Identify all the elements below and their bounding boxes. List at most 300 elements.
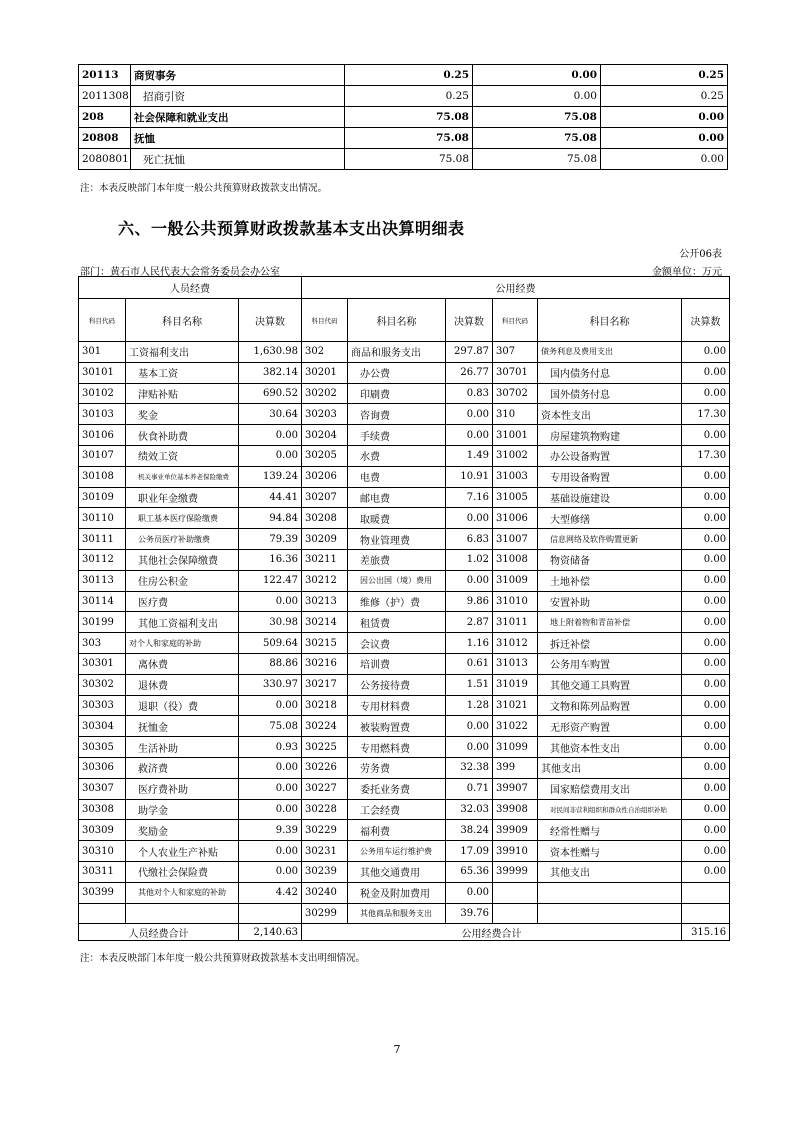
code-header: 科目代码 xyxy=(79,299,126,342)
personnel-name: 机关事业单位基本养老保险缴费 xyxy=(126,466,239,487)
personnel-code: 30311 xyxy=(79,861,126,882)
personnel-amount: 4.42 xyxy=(239,882,302,903)
public-name: 被装购置费 xyxy=(348,716,446,737)
public-code: 30231 xyxy=(302,841,348,862)
public-code: 30212 xyxy=(302,570,348,591)
public-name: 拆迁补偿 xyxy=(538,633,682,654)
personnel-name: 对个人和家庭的补助 xyxy=(126,633,239,654)
personnel-code: 30306 xyxy=(79,757,126,778)
personnel-name: 个人农业生产补贴 xyxy=(126,841,239,862)
public-code: 31012 xyxy=(493,633,538,654)
personnel-amount: 0.00 xyxy=(239,695,302,716)
amount-value: 75.08 xyxy=(345,149,473,170)
public-name: 咨询费 xyxy=(348,404,446,425)
public-amount: 32.38 xyxy=(446,757,493,778)
personnel-code: 30399 xyxy=(79,882,126,903)
public-name: 印刷费 xyxy=(348,383,446,404)
personnel-name: 生活补助 xyxy=(126,737,239,758)
personnel-amount: 139.24 xyxy=(239,466,302,487)
public-name: 维修（护）费 xyxy=(348,591,446,612)
table-row xyxy=(79,128,728,149)
amount-value: 0.25 xyxy=(345,86,473,107)
public-name: 物资储备 xyxy=(538,549,682,570)
table-row xyxy=(79,778,730,799)
subject-code: 2011308 xyxy=(79,86,131,107)
personnel-amount: 75.08 xyxy=(239,716,302,737)
public-name: 资本性赠与 xyxy=(538,841,682,862)
public-amount: 1.02 xyxy=(446,549,493,570)
public-code: 30209 xyxy=(302,529,348,550)
public-amount: 0.00 xyxy=(682,466,730,487)
table-row xyxy=(79,653,730,674)
public-amount: 0.00 xyxy=(446,570,493,591)
public-name: 委托业务费 xyxy=(348,778,446,799)
personnel-code: 30310 xyxy=(79,841,126,862)
public-code: 30229 xyxy=(302,820,348,841)
public-amount: 0.00 xyxy=(682,820,730,841)
code-header: 科目代码 xyxy=(302,299,348,342)
public-amount: 0.83 xyxy=(446,383,493,404)
public-code: 31006 xyxy=(493,508,538,529)
personnel-name: 职工基本医疗保险缴费 xyxy=(126,508,239,529)
public-amount: 26.77 xyxy=(446,362,493,383)
public-code: 30224 xyxy=(302,716,348,737)
table-row xyxy=(79,107,728,128)
public-code: 399 xyxy=(493,757,538,778)
public-expense-header: 公用经费 xyxy=(302,277,730,299)
personnel-amount: 0.00 xyxy=(239,861,302,882)
table-row xyxy=(79,799,730,820)
table-row xyxy=(79,591,730,612)
public-name: 取暖费 xyxy=(348,508,446,529)
subject-code: 20808 xyxy=(79,128,131,149)
public-amount: 0.61 xyxy=(446,653,493,674)
personnel-amount: 0.93 xyxy=(239,737,302,758)
public-total-value: 315.16 xyxy=(682,924,730,941)
personnel-amount: 690.52 xyxy=(239,383,302,404)
public-code: 30213 xyxy=(302,591,348,612)
public-amount: 10.91 xyxy=(446,466,493,487)
table-row xyxy=(79,425,730,446)
table-row xyxy=(79,841,730,862)
public-code: 31019 xyxy=(493,674,538,695)
public-code: 30203 xyxy=(302,404,348,425)
personnel-code: 30302 xyxy=(79,674,126,695)
public-amount: 6.83 xyxy=(446,529,493,550)
public-name: 公务用车购置 xyxy=(538,653,682,674)
public-name: 税金及附加费用 xyxy=(348,882,446,903)
public-amount: 0.00 xyxy=(682,633,730,654)
public-amount: 0.00 xyxy=(682,716,730,737)
public-name: 专用燃料费 xyxy=(348,737,446,758)
public-amount: 0.00 xyxy=(446,508,493,529)
public-code: 30208 xyxy=(302,508,348,529)
public-amount: 0.00 xyxy=(682,778,730,799)
personnel-name: 职业年金缴费 xyxy=(126,487,239,508)
amount-value: 0.25 xyxy=(601,86,728,107)
public-code: 307 xyxy=(493,342,538,363)
public-amount: 0.00 xyxy=(682,653,730,674)
personnel-amount: 382.14 xyxy=(239,362,302,383)
personnel-name: 公务员医疗补助缴费 xyxy=(126,529,239,550)
public-code: 39908 xyxy=(493,799,538,820)
public-code: 31002 xyxy=(493,445,538,466)
table-row xyxy=(79,903,730,924)
personnel-code: 30112 xyxy=(79,549,126,570)
personnel-amount: 44.41 xyxy=(239,487,302,508)
personnel-total-label: 人员经费合计 xyxy=(79,924,239,941)
public-name: 劳务费 xyxy=(348,757,446,778)
table-row xyxy=(79,86,728,107)
amount-header: 决算数 xyxy=(446,299,493,342)
public-code: 30227 xyxy=(302,778,348,799)
amount-value: 0.25 xyxy=(601,65,728,86)
public-amount: 0.00 xyxy=(682,799,730,820)
code-header: 科目代码 xyxy=(493,299,538,342)
personnel-code: 30111 xyxy=(79,529,126,550)
public-name: 房屋建筑物购建 xyxy=(538,425,682,446)
public-code: 30206 xyxy=(302,466,348,487)
public-amount: 1.16 xyxy=(446,633,493,654)
personnel-code: 30109 xyxy=(79,487,126,508)
personnel-name: 基本工资 xyxy=(126,362,239,383)
personnel-amount: 94.84 xyxy=(239,508,302,529)
personnel-code: 303 xyxy=(79,633,126,654)
personnel-code: 30102 xyxy=(79,383,126,404)
public-amount: 0.00 xyxy=(682,570,730,591)
public-name: 大型修缮 xyxy=(538,508,682,529)
personnel-code: 30108 xyxy=(79,466,126,487)
public-name: 国家赔偿费用支出 xyxy=(538,778,682,799)
public-name: 福利费 xyxy=(348,820,446,841)
public-name: 无形资产购置 xyxy=(538,716,682,737)
public-code xyxy=(493,903,538,924)
amount-header: 决算数 xyxy=(239,299,302,342)
personnel-code: 30101 xyxy=(79,362,126,383)
public-code: 30216 xyxy=(302,653,348,674)
amount-value: 0.00 xyxy=(473,65,601,86)
personnel-amount: 0.00 xyxy=(239,425,302,446)
public-amount: 0.00 xyxy=(682,529,730,550)
public-name: 资本性支出 xyxy=(538,404,682,425)
public-amount: 0.00 xyxy=(682,757,730,778)
public-code: 31021 xyxy=(493,695,538,716)
public-code: 30239 xyxy=(302,861,348,882)
public-code: 302 xyxy=(302,342,348,363)
section-title: 六、一般公共预算财政拨款基本支出决算明细表 xyxy=(118,219,465,238)
public-code: 31005 xyxy=(493,487,538,508)
personnel-name: 退职（役）费 xyxy=(126,695,239,716)
subject-code: 20113 xyxy=(79,65,131,86)
public-amount: 17.09 xyxy=(446,841,493,862)
public-code: 30225 xyxy=(302,737,348,758)
unit-label: 金额单位：万元 xyxy=(652,267,722,278)
form-code: 公开06表 xyxy=(679,249,722,260)
public-amount: 0.00 xyxy=(682,362,730,383)
public-name: 经常性赠与 xyxy=(538,820,682,841)
public-name: 文物和陈列品购置 xyxy=(538,695,682,716)
public-code: 31009 xyxy=(493,570,538,591)
personnel-code: 30301 xyxy=(79,653,126,674)
personnel-code: 301 xyxy=(79,342,126,363)
public-name: 地上附着物和青苗补偿 xyxy=(538,612,682,633)
amount-value: 0.25 xyxy=(345,65,473,86)
public-amount: 17.30 xyxy=(682,445,730,466)
public-name xyxy=(538,903,682,924)
public-amount: 0.00 xyxy=(682,841,730,862)
subject-name: 死亡抚恤 xyxy=(131,149,345,170)
public-amount: 0.00 xyxy=(446,716,493,737)
public-name: 公务接待费 xyxy=(348,674,446,695)
amount-header: 决算数 xyxy=(682,299,730,342)
public-code: 31007 xyxy=(493,529,538,550)
personnel-amount: 122.47 xyxy=(239,570,302,591)
public-name: 因公出国（境）费用 xyxy=(348,570,446,591)
public-amount: 0.00 xyxy=(682,674,730,695)
public-code: 39999 xyxy=(493,861,538,882)
personnel-expense-header: 人员经费 xyxy=(79,277,302,299)
table-row xyxy=(79,674,730,695)
public-code: 31008 xyxy=(493,549,538,570)
public-name: 国外债务付息 xyxy=(538,383,682,404)
public-name: 基础设施建设 xyxy=(538,487,682,508)
personnel-amount: 0.00 xyxy=(239,799,302,820)
amount-value: 0.00 xyxy=(601,149,728,170)
public-code: 30201 xyxy=(302,362,348,383)
public-name: 其他支出 xyxy=(538,861,682,882)
table-row xyxy=(79,65,728,86)
personnel-name: 住房公积金 xyxy=(126,570,239,591)
personnel-code: 30107 xyxy=(79,445,126,466)
public-amount: 0.00 xyxy=(446,737,493,758)
public-code: 31011 xyxy=(493,612,538,633)
public-amount: 1.28 xyxy=(446,695,493,716)
personnel-amount: 30.98 xyxy=(239,612,302,633)
basic-expenditure-detail-table xyxy=(78,276,730,941)
table-row xyxy=(79,487,730,508)
subject-name: 招商引资 xyxy=(131,86,345,107)
personnel-name: 抚恤金 xyxy=(126,716,239,737)
personnel-code: 30199 xyxy=(79,612,126,633)
public-name: 水费 xyxy=(348,445,446,466)
public-code: 31013 xyxy=(493,653,538,674)
public-amount: 7.16 xyxy=(446,487,493,508)
public-code: 30211 xyxy=(302,549,348,570)
table-row xyxy=(79,612,730,633)
public-code: 39910 xyxy=(493,841,538,862)
public-name: 其他支出 xyxy=(538,757,682,778)
amount-value: 0.00 xyxy=(601,128,728,149)
personnel-amount: 509.64 xyxy=(239,633,302,654)
table-row xyxy=(79,633,730,654)
public-name: 其他资本性支出 xyxy=(538,737,682,758)
public-amount: 39.76 xyxy=(446,903,493,924)
public-amount xyxy=(682,903,730,924)
personnel-name: 代缴社会保险费 xyxy=(126,861,239,882)
personnel-code: 30308 xyxy=(79,799,126,820)
public-name: 其他交通费用 xyxy=(348,861,446,882)
personnel-code: 30113 xyxy=(79,570,126,591)
subject-code: 2080801 xyxy=(79,149,131,170)
personnel-code: 30114 xyxy=(79,591,126,612)
personnel-name: 医疗费补助 xyxy=(126,778,239,799)
public-code: 30701 xyxy=(493,362,538,383)
name-header: 科目名称 xyxy=(126,299,239,342)
table-row xyxy=(79,149,728,170)
public-name: 专用材料费 xyxy=(348,695,446,716)
personnel-name xyxy=(126,903,239,924)
table-row xyxy=(79,820,730,841)
personnel-name: 绩效工资 xyxy=(126,445,239,466)
personnel-amount: 330.97 xyxy=(239,674,302,695)
public-code: 30204 xyxy=(302,425,348,446)
personnel-amount: 88.86 xyxy=(239,653,302,674)
page-number: 7 xyxy=(393,1043,401,1056)
public-name: 租赁费 xyxy=(348,612,446,633)
public-amount: 0.00 xyxy=(446,404,493,425)
amount-value: 75.08 xyxy=(473,149,601,170)
table-row xyxy=(79,757,730,778)
public-name: 债务利息及费用支出 xyxy=(538,342,682,363)
public-amount: 38.24 xyxy=(446,820,493,841)
table-note: 注：本表反映部门本年度一般公共预算财政拨款基本支出明细情况。 xyxy=(80,953,366,964)
personnel-name: 奖励金 xyxy=(126,820,239,841)
name-header: 科目名称 xyxy=(348,299,446,342)
personnel-name: 奖金 xyxy=(126,404,239,425)
personnel-name: 伙食补助费 xyxy=(126,425,239,446)
personnel-total-value: 2,140.63 xyxy=(239,924,302,941)
public-code: 30226 xyxy=(302,757,348,778)
public-code: 30217 xyxy=(302,674,348,695)
public-code: 30207 xyxy=(302,487,348,508)
public-name: 办公设备购置 xyxy=(538,445,682,466)
personnel-name: 离休费 xyxy=(126,653,239,674)
public-amount: 32.03 xyxy=(446,799,493,820)
subject-code: 208 xyxy=(79,107,131,128)
table-row xyxy=(79,737,730,758)
table-row xyxy=(79,362,730,383)
department-label: 部门：黄石市人民代表大会常务委员会办公室 xyxy=(80,267,280,278)
personnel-name: 救济费 xyxy=(126,757,239,778)
public-code: 30202 xyxy=(302,383,348,404)
personnel-code: 30303 xyxy=(79,695,126,716)
personnel-name: 其他社会保障缴费 xyxy=(126,549,239,570)
public-amount: 0.00 xyxy=(682,342,730,363)
personnel-amount: 9.39 xyxy=(239,820,302,841)
public-name: 信息网络及软件购置更新 xyxy=(538,529,682,550)
table-row xyxy=(79,383,730,404)
public-amount xyxy=(682,882,730,903)
public-total-label: 公用经费合计 xyxy=(302,924,682,941)
personnel-code: 30304 xyxy=(79,716,126,737)
personnel-name: 助学金 xyxy=(126,799,239,820)
subject-name: 商贸事务 xyxy=(131,65,345,86)
subject-name: 抚恤 xyxy=(131,128,345,149)
public-amount: 0.00 xyxy=(446,425,493,446)
public-code: 31010 xyxy=(493,591,538,612)
public-code: 30205 xyxy=(302,445,348,466)
public-code: 30240 xyxy=(302,882,348,903)
public-name: 邮电费 xyxy=(348,487,446,508)
table-row xyxy=(79,445,730,466)
table-row xyxy=(79,861,730,882)
public-amount: 0.00 xyxy=(446,882,493,903)
amount-value: 0.00 xyxy=(473,86,601,107)
personnel-code: 30106 xyxy=(79,425,126,446)
personnel-amount: 79.39 xyxy=(239,529,302,550)
table-row xyxy=(79,882,730,903)
personnel-amount: 0.00 xyxy=(239,757,302,778)
public-name xyxy=(538,882,682,903)
amount-value: 75.08 xyxy=(345,128,473,149)
public-code: 310 xyxy=(493,404,538,425)
public-amount: 0.00 xyxy=(682,612,730,633)
public-name: 工会经费 xyxy=(348,799,446,820)
personnel-code: 30307 xyxy=(79,778,126,799)
table-row xyxy=(79,529,730,550)
personnel-code: 30309 xyxy=(79,820,126,841)
public-amount: 0.00 xyxy=(682,695,730,716)
public-code: 31003 xyxy=(493,466,538,487)
personnel-amount: 0.00 xyxy=(239,778,302,799)
public-amount: 65.36 xyxy=(446,861,493,882)
public-name: 办公费 xyxy=(348,362,446,383)
public-code: 30215 xyxy=(302,633,348,654)
table-row xyxy=(79,466,730,487)
personnel-amount: 16.36 xyxy=(239,549,302,570)
public-amount: 0.00 xyxy=(682,861,730,882)
public-name: 手续费 xyxy=(348,425,446,446)
amount-value: 75.08 xyxy=(345,107,473,128)
public-name: 差旅费 xyxy=(348,549,446,570)
personnel-amount: 0.00 xyxy=(239,445,302,466)
public-code: 30228 xyxy=(302,799,348,820)
public-name: 其他商品和服务支出 xyxy=(348,903,446,924)
public-amount: 0.00 xyxy=(682,487,730,508)
table-row xyxy=(79,342,730,363)
name-header: 科目名称 xyxy=(538,299,682,342)
amount-value: 75.08 xyxy=(473,128,601,149)
personnel-amount: 1,630.98 xyxy=(239,342,302,363)
public-code: 31099 xyxy=(493,737,538,758)
public-amount: 1.49 xyxy=(446,445,493,466)
public-name: 电费 xyxy=(348,466,446,487)
amount-value: 0.00 xyxy=(601,107,728,128)
public-name: 专用设备购置 xyxy=(538,466,682,487)
table-row xyxy=(79,508,730,529)
public-amount: 0.00 xyxy=(682,737,730,758)
personnel-name: 退休费 xyxy=(126,674,239,695)
public-amount: 2.87 xyxy=(446,612,493,633)
public-name: 会议费 xyxy=(348,633,446,654)
public-code: 31022 xyxy=(493,716,538,737)
public-amount: 0.00 xyxy=(682,425,730,446)
public-name: 对民间非营利组织和群众性自治组织补贴 xyxy=(538,799,682,820)
public-amount: 297.87 xyxy=(446,342,493,363)
public-code: 31001 xyxy=(493,425,538,446)
personnel-amount: 30.64 xyxy=(239,404,302,425)
public-amount: 0.00 xyxy=(682,549,730,570)
public-name: 培训费 xyxy=(348,653,446,674)
subject-name: 社会保障和就业支出 xyxy=(131,107,345,128)
public-name: 安置补助 xyxy=(538,591,682,612)
personnel-code: 30305 xyxy=(79,737,126,758)
table-row xyxy=(79,695,730,716)
personnel-name: 津贴补贴 xyxy=(126,383,239,404)
public-code: 30218 xyxy=(302,695,348,716)
personnel-code: 30103 xyxy=(79,404,126,425)
personnel-name: 医疗费 xyxy=(126,591,239,612)
